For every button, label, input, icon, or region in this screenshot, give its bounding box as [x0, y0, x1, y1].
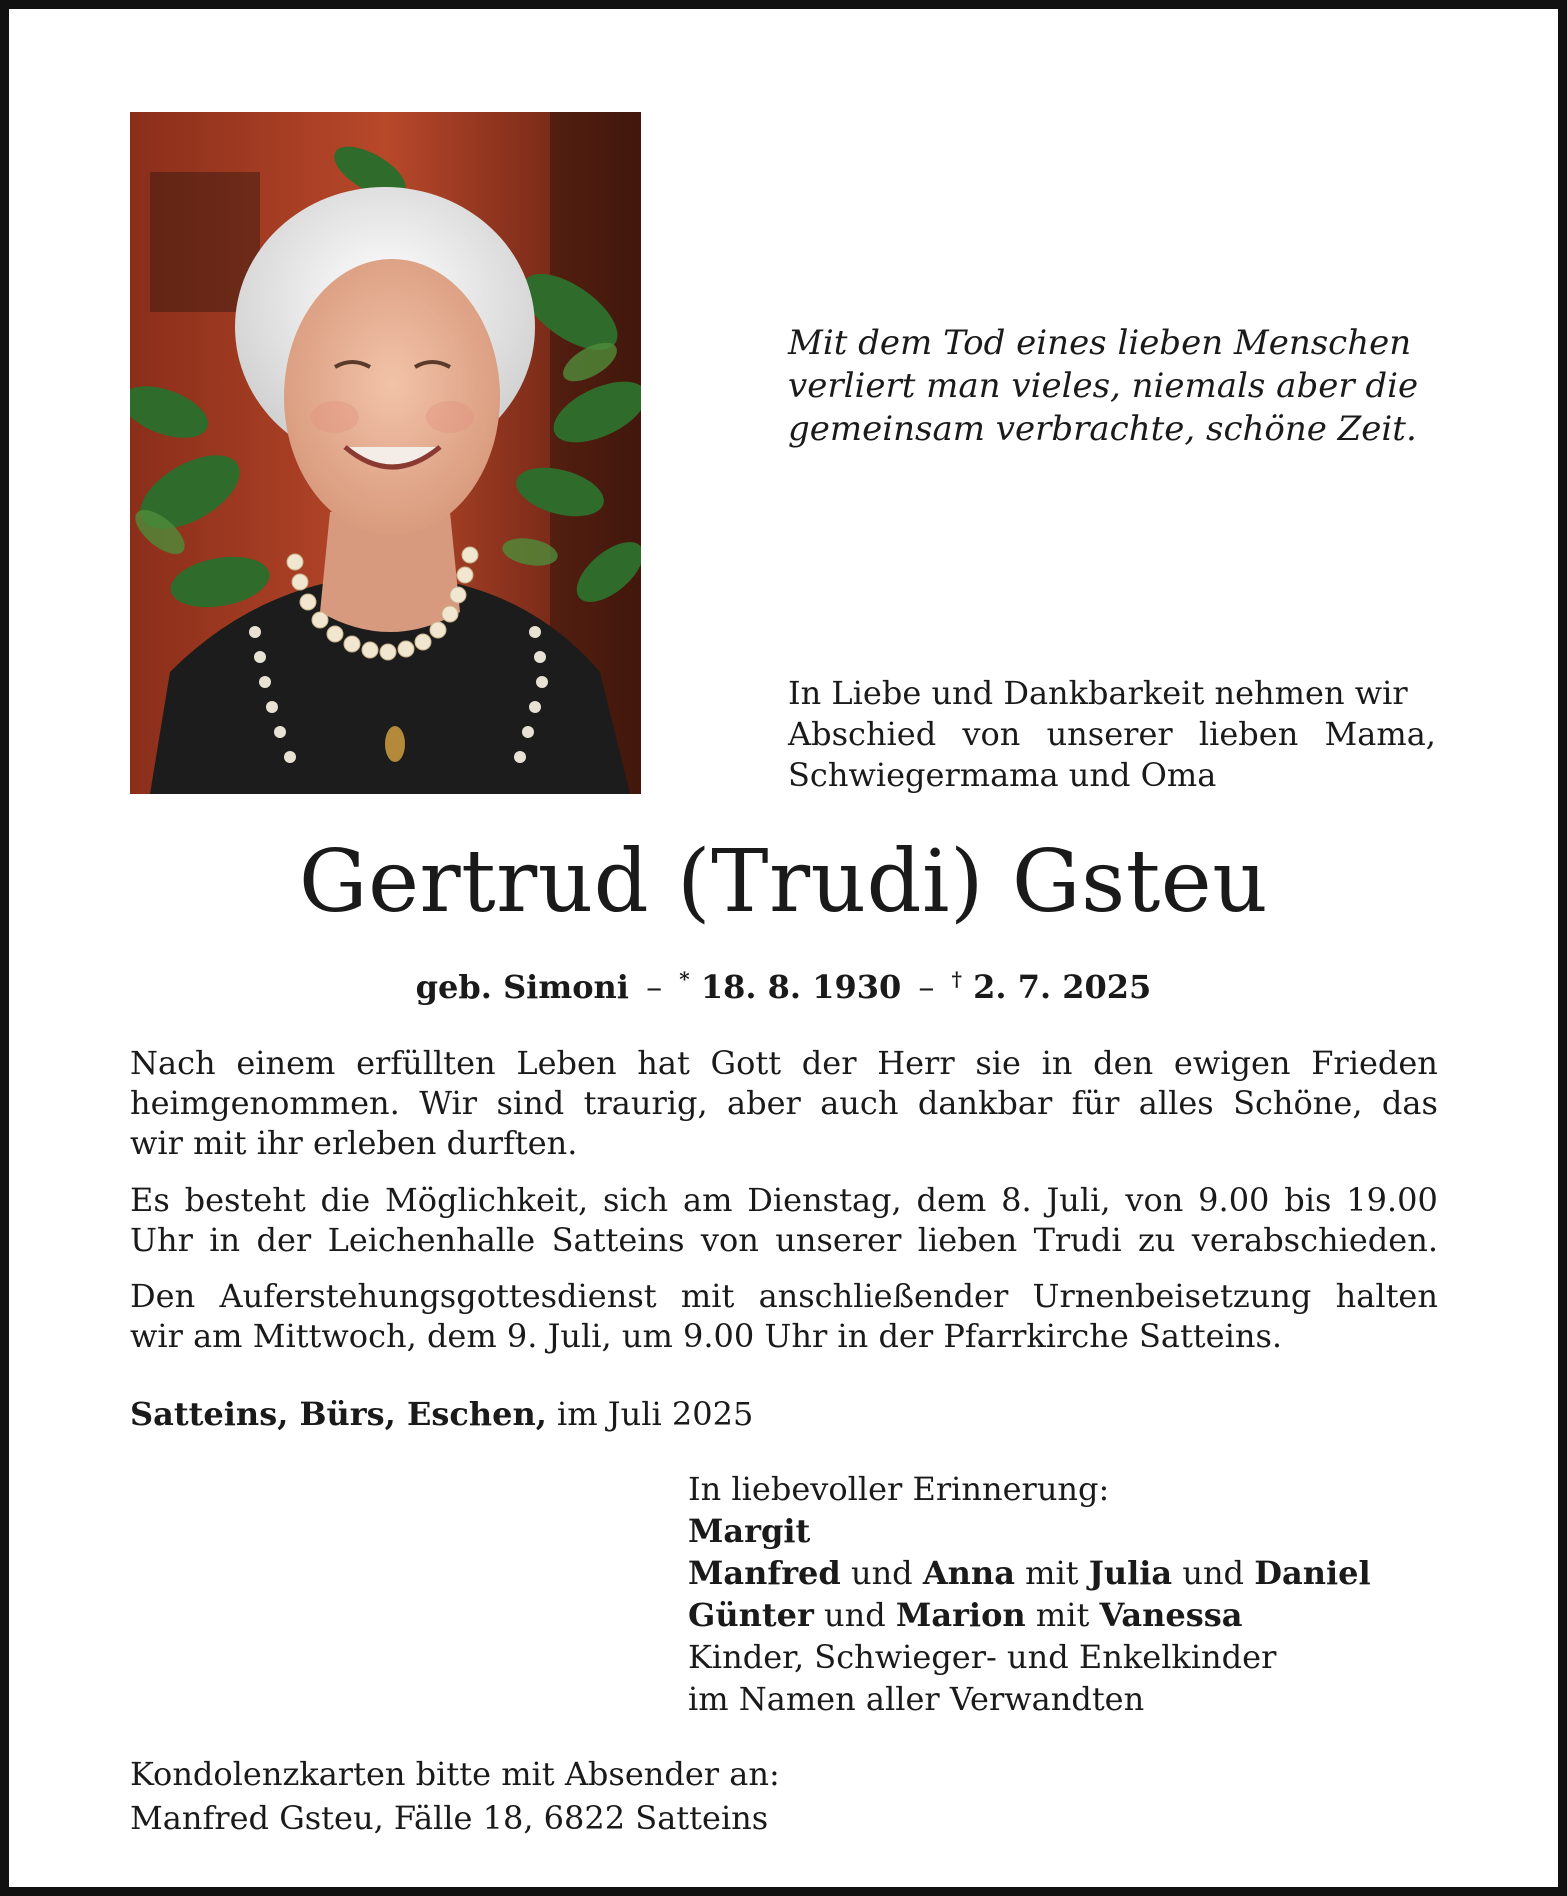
deceased-name: Gertrud (Trudi) Gsteu	[298, 832, 1269, 932]
word: Satteins	[551, 1221, 685, 1259]
quote-line: Mit dem Tod eines lieben Menschen	[788, 323, 1412, 363]
word: aber	[727, 1084, 801, 1122]
word: von	[700, 1221, 759, 1259]
word: in	[1041, 1044, 1073, 1082]
mourners-line: im Namen aller Verwandten	[688, 1680, 1145, 1718]
word: unserer	[775, 1221, 902, 1259]
intro-word: unserer	[1046, 715, 1173, 753]
word: verabschieden.	[1191, 1221, 1438, 1259]
place-date	[130, 1394, 753, 1434]
word: der	[801, 1044, 857, 1082]
separator: –	[646, 968, 663, 1006]
word: heimgenommen.	[130, 1084, 400, 1122]
word: von	[1125, 1181, 1184, 1219]
word: die	[320, 1181, 371, 1219]
word: Auferstehungsgottesdienst	[219, 1277, 657, 1315]
word: Uhr	[130, 1221, 193, 1259]
word: Wir	[419, 1084, 478, 1122]
word: halten	[1335, 1277, 1438, 1315]
paragraph-line	[130, 1180, 1438, 1220]
connector: und	[850, 1554, 913, 1592]
word: sie	[975, 1044, 1021, 1082]
condolence-line: Kondolenzkarten bitte mit Absender an:	[130, 1755, 780, 1793]
mourner-name: Günter	[688, 1596, 814, 1634]
word: 19.00	[1346, 1181, 1438, 1219]
word: bis	[1284, 1181, 1332, 1219]
separator: –	[918, 968, 935, 1006]
word: der	[256, 1221, 312, 1259]
paragraph-line	[130, 1276, 1438, 1316]
paragraph-life	[130, 1043, 1438, 1163]
word: dankbar	[917, 1084, 1053, 1122]
connector: mit	[1035, 1596, 1090, 1634]
quote-line: verliert man vieles, niemals aber die	[788, 366, 1419, 406]
word: für	[1071, 1084, 1120, 1122]
mourner-name: Margit	[688, 1512, 811, 1550]
word: am	[682, 1181, 733, 1219]
mourner-name: Julia	[1088, 1554, 1173, 1592]
farewell-intro	[788, 673, 1436, 796]
word: Juli,	[1046, 1181, 1111, 1219]
word: Herr	[877, 1044, 955, 1082]
mourners-line: Kinder, Schwieger- und Enkelkinder	[688, 1638, 1277, 1676]
word: mit	[680, 1277, 735, 1315]
word: besteht	[184, 1181, 306, 1219]
mourners-line	[688, 1594, 1448, 1636]
word: lieben	[917, 1221, 1018, 1259]
word: alles	[1138, 1084, 1214, 1122]
word: hat	[637, 1044, 690, 1082]
word: sind	[496, 1084, 565, 1122]
word: den	[1093, 1044, 1154, 1082]
paragraph-line	[130, 1043, 1438, 1083]
mourners-line	[688, 1552, 1448, 1594]
death-date: 2. 7. 2025	[973, 968, 1152, 1006]
word: dem	[916, 1181, 987, 1219]
word: das	[1381, 1084, 1438, 1122]
word: Dienstag,	[747, 1181, 902, 1219]
word: Urnenbeisetzung	[1032, 1277, 1312, 1315]
intro-word: Mama,	[1324, 715, 1436, 753]
word: Es	[130, 1181, 170, 1219]
condolence-address	[130, 1752, 780, 1840]
word: Leben	[516, 1044, 617, 1082]
word: anschließender	[758, 1277, 1009, 1315]
mourner-name: Manfred	[688, 1554, 841, 1592]
condolence-line: Manfred Gsteu, Fälle 18, 6822 Satteins	[130, 1799, 769, 1837]
word: 8.	[1001, 1181, 1032, 1219]
word: in	[209, 1221, 241, 1259]
word: auch	[820, 1084, 899, 1122]
word: zu	[1137, 1221, 1176, 1259]
word: Frieden	[1311, 1044, 1438, 1082]
intro-line: Schwiegermama und Oma	[788, 756, 1217, 794]
connector: mit	[1025, 1554, 1079, 1592]
intro-word: lieben	[1198, 715, 1299, 753]
paragraph-line	[130, 1083, 1438, 1123]
mourner-name: Anna	[922, 1554, 1015, 1592]
word: Trudi	[1033, 1221, 1122, 1259]
word: traurig,	[583, 1084, 708, 1122]
word: einem	[236, 1044, 336, 1082]
portrait-photo	[130, 112, 641, 794]
word: Den	[130, 1277, 196, 1315]
word: Schöne,	[1233, 1084, 1363, 1122]
paragraph-line: wir am Mittwoch, dem 9. Juli, um 9.00 Uhr in der Pfarrkirche Satteins.	[130, 1317, 1283, 1355]
quote-line: gemeinsam verbrachte, schöne Zeit.	[788, 409, 1417, 449]
mourner-name: Vanessa	[1099, 1596, 1243, 1634]
intro-word: von	[962, 715, 1021, 753]
word: ewigen	[1173, 1044, 1291, 1082]
paragraph-line: wir mit ihr erleben durften.	[130, 1124, 578, 1162]
death-symbol: †	[951, 967, 963, 991]
word: Leichenhalle	[327, 1221, 536, 1259]
intro-line	[788, 673, 1436, 714]
word: sich	[602, 1181, 669, 1219]
life-dates	[0, 959, 1567, 1007]
word: Möglichkeit,	[385, 1181, 589, 1219]
intro-line	[788, 714, 1436, 755]
paragraph-viewing	[130, 1180, 1438, 1260]
intro-text: In Liebe und Dankbarkeit nehmen wir	[788, 674, 1408, 712]
word: erfüllten	[356, 1044, 496, 1082]
portrait-image	[130, 112, 641, 794]
mourner-name: Daniel	[1254, 1554, 1371, 1592]
mourners	[688, 1468, 1448, 1720]
mourners-heading: In liebevoller Erinnerung:	[688, 1470, 1110, 1508]
connector: und	[824, 1596, 886, 1634]
paragraph-line	[130, 1220, 1438, 1260]
paragraph-service	[130, 1276, 1438, 1356]
mourner-name: Marion	[895, 1596, 1026, 1634]
birth-date: 18. 8. 1930	[700, 968, 902, 1006]
word: Nach	[130, 1044, 216, 1082]
quote	[788, 322, 1419, 451]
date: im Juli 2025	[557, 1395, 754, 1433]
maiden-name: geb. Simoni	[415, 968, 629, 1006]
places: Satteins, Bürs, Eschen,	[130, 1395, 547, 1433]
word: 9.00	[1198, 1181, 1270, 1219]
intro-word: Abschied	[788, 715, 937, 753]
connector: und	[1182, 1554, 1245, 1592]
birth-symbol: *	[679, 967, 690, 991]
word: Gott	[710, 1044, 782, 1082]
